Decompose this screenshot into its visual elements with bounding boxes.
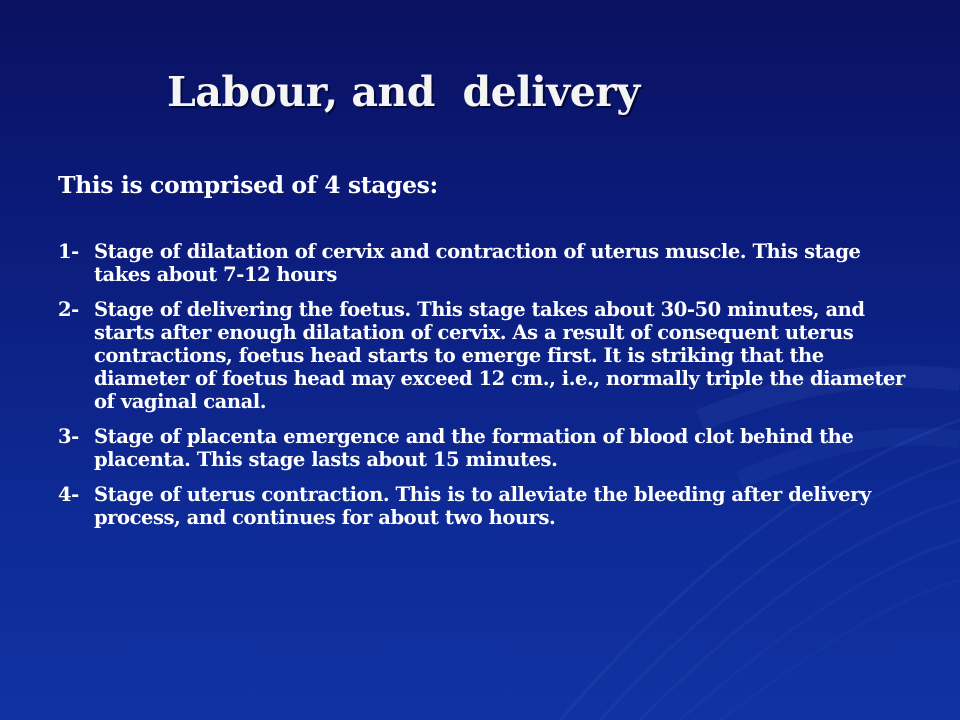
stage-text: Stage of placenta emergence and the formation of blood clot behind the placenta. This stage lasts about 15 minutes. xyxy=(94,425,854,471)
stage-item-4 xyxy=(58,483,918,529)
stage-text: Stage of dilatation of cervix and contraction of uterus muscle. This stage takes about 7-12 hours xyxy=(94,240,861,286)
stage-number: 1- xyxy=(58,240,79,263)
stage-number: 3- xyxy=(58,425,79,448)
stage-number: 4- xyxy=(58,483,79,506)
stage-text: Stage of uterus contraction. This is to alleviate the bleeding after delivery process, and continues for about two hours. xyxy=(94,483,871,529)
stage-item-2 xyxy=(58,298,918,413)
stages-list xyxy=(58,240,918,541)
stage-item-3 xyxy=(58,425,918,471)
stage-text: Stage of delivering the foetus. This stage takes about 30-50 minutes, and starts after enough dilatation of cervix. As a result of consequent uterus contractions, foetus head starts to emerge first. It is striking that the diameter of foetus head may exceed 12 cm., i.e., normally triple the diameter of vaginal canal. xyxy=(94,298,905,413)
intro-text: This is comprised of 4 stages: xyxy=(58,171,438,199)
slide-title: Labour, and delivery xyxy=(167,68,640,116)
stage-number: 2- xyxy=(58,298,79,321)
stage-item-1 xyxy=(58,240,918,286)
